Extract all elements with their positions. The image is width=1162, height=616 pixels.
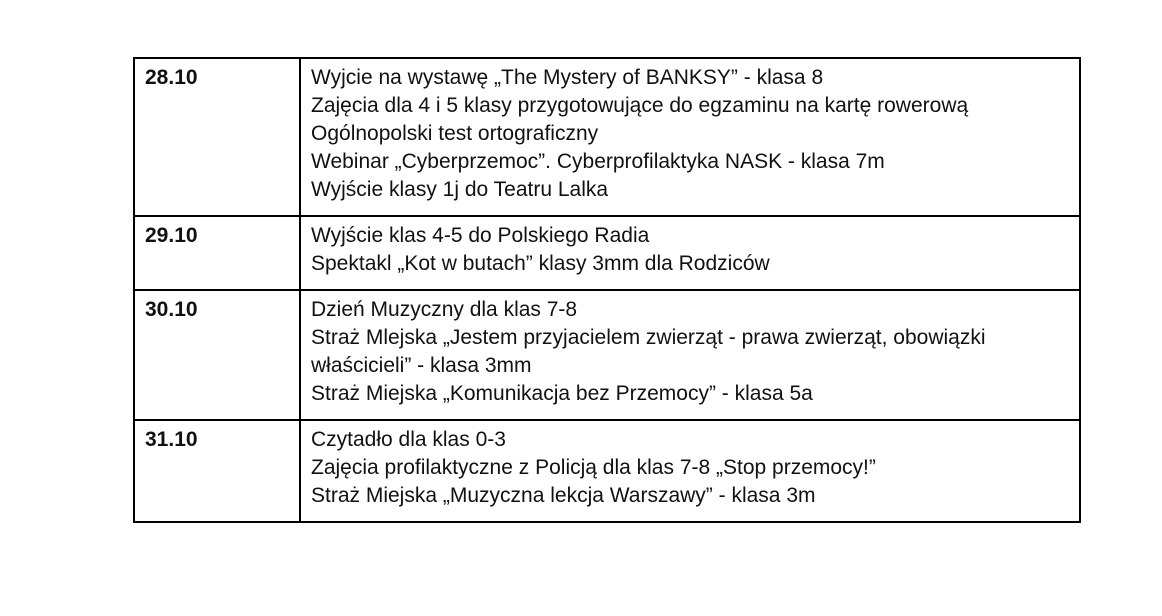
event-text: Wyjście klas 4-5 do Polskiego Radia [311, 224, 650, 247]
event-text: Spektakl „Kot w butach” klasy 3mm dla Rodziców [311, 252, 770, 275]
event-text: Ogólnopolski test ortograficzny [311, 122, 599, 145]
event-text: Straż Mlejska „Jestem przyjacielem zwierząt - prawa zwierząt, obowiązki właścicieli” - klasa 3mm [311, 326, 986, 377]
table-row [134, 58, 1080, 216]
events-cell [300, 216, 1080, 290]
events-cell [300, 290, 1080, 420]
schedule-table-body [134, 58, 1080, 522]
event-text: Wyjście klasy 1j do Teatru Lalka [311, 178, 609, 201]
date-cell: 30.10 [134, 290, 300, 420]
event-text: Zajęcia dla 4 i 5 klasy przygotowujące do egzaminu na kartę rowerową [311, 94, 969, 117]
table-row [134, 216, 1080, 290]
event-text: Straż Miejska „Muzyczna lekcja Warszawy” - klasa 3m [311, 484, 816, 507]
event-text: Zajęcia profilaktyczne z Policją dla klas 7-8 „Stop przemocy!” [311, 456, 876, 479]
event-text: Wyjcie na wystawę „The Mystery of BANKSY” - klasa 8 [311, 66, 824, 89]
date-cell: 29.10 [134, 216, 300, 290]
table-row [134, 290, 1080, 420]
date-cell: 28.10 [134, 58, 300, 216]
event-text: Czytadło dla klas 0-3 [311, 428, 506, 451]
events-cell [300, 420, 1080, 522]
table-row [134, 420, 1080, 522]
date-cell: 31.10 [134, 420, 300, 522]
events-cell [300, 58, 1080, 216]
schedule-table [133, 57, 1081, 523]
event-text: Dzień Muzyczny dla klas 7-8 [311, 298, 578, 321]
event-text: Webinar „Cyberprzemoc”. Cyberprofilaktyka NASK - klasa 7m [311, 150, 885, 173]
event-text: Straż Miejska „Komunikacja bez Przemocy” - klasa 5a [311, 382, 813, 405]
